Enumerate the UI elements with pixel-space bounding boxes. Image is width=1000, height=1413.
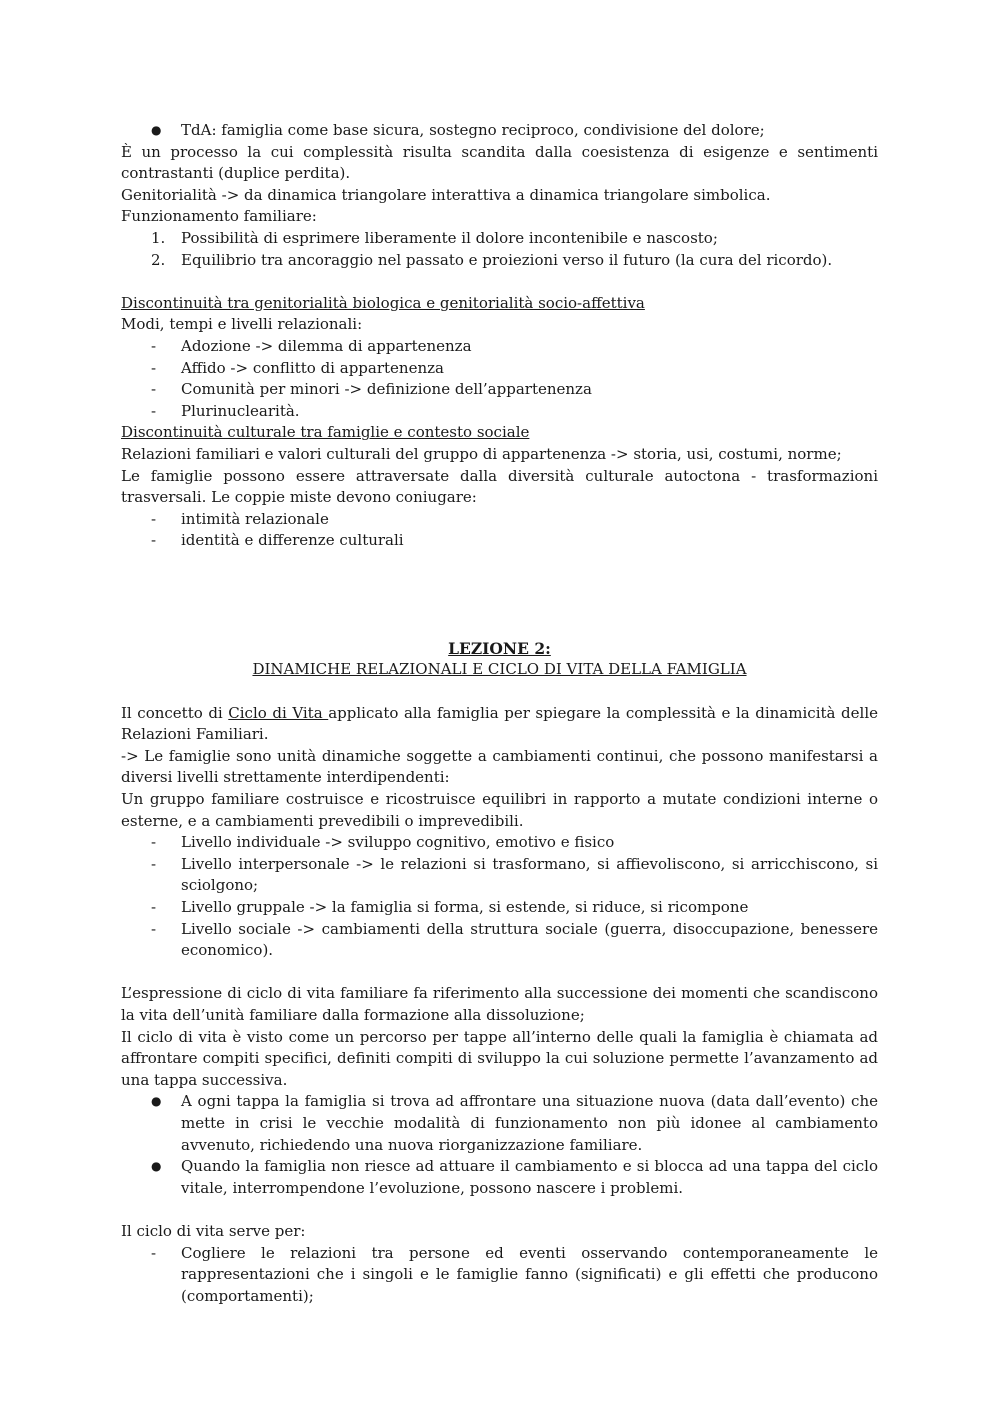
dash-marker: - bbox=[151, 509, 157, 528]
bullet-list-top bbox=[121, 120, 878, 142]
paragraph: Il ciclo di vita è visto come un percorso per tappe all’interno delle quali la famiglia è chiamata ad affrontare compiti specifici, definiti compiti di sviluppo la cui soluzione permette l’avanzamento ad una tappa successiva. bbox=[121, 1027, 878, 1089]
list-item: ● A ogni tappa la famiglia si trova ad affrontare una situazione nuova (data dall’evento) che mette in crisi le vecchie modalità di funzionamento non più idonee al cambiamento avvenuto, richiedendo una nuova riorganizzazione familiare. bbox=[151, 1092, 878, 1154]
list-item: ● TdA: famiglia come base sicura, sostegno reciproco, condivisione del dolore; bbox=[121, 120, 878, 142]
paragraph: Il concetto di Ciclo di Vita applicato alla famiglia per spiegare la complessità e la dinamicità delle Relazioni Familiari. bbox=[121, 703, 878, 744]
dash-marker: - bbox=[151, 854, 157, 873]
bullet-marker: ● bbox=[151, 1159, 162, 1174]
bullet-marker: ● bbox=[151, 1094, 162, 1109]
paragraph: Funzionamento familiare: bbox=[121, 207, 317, 226]
lesson-title-block bbox=[121, 638, 878, 681]
bullet-marker: ● bbox=[151, 123, 162, 137]
dash-marker: - bbox=[151, 833, 157, 852]
dash-marker: - bbox=[151, 401, 157, 420]
number-marker: 2. bbox=[151, 250, 166, 269]
list-item: 1. Possibilità di esprimere liberamente il dolore incontenibile e nascosto; bbox=[121, 228, 878, 250]
dash-marker: - bbox=[151, 380, 157, 399]
dash-marker: - bbox=[151, 919, 157, 938]
list-item: - Cogliere le relazioni tra persone ed eventi osservando contemporaneamente le rappresentazioni che i singoli e le famiglie fanno (significati) e gli effetti che producono (comportamenti); bbox=[151, 1243, 878, 1305]
lesson-title: LEZIONE 2: bbox=[448, 638, 551, 658]
dash-list bbox=[121, 336, 878, 422]
list-item: - Comunità per minori -> definizione dell’appartenenza bbox=[121, 379, 878, 401]
paragraph: L’espressione di ciclo di vita familiare fa riferimento alla successione dei momenti che scandiscono la vita dell’unità familiare dalla formazione alla dissoluzione; bbox=[121, 984, 878, 1024]
paragraph: Relazioni familiari e valori culturali del gruppo di appartenenza -> storia, usi, costumi, norme; bbox=[121, 444, 842, 463]
paragraph: Modi, tempi e livelli relazionali: bbox=[121, 315, 363, 334]
list-item: - Livello sociale -> cambiamenti della struttura sociale (guerra, disoccupazione, benessere economico). bbox=[151, 919, 878, 960]
list-item: - Livello individuale -> sviluppo cognitivo, emotivo e fisico bbox=[121, 832, 878, 854]
term-ciclo-di-vita: Ciclo di Vita bbox=[228, 703, 329, 722]
number-marker: 1. bbox=[151, 228, 166, 247]
dash-marker: - bbox=[151, 358, 157, 377]
paragraph: È un processo la cui complessità risulta scandita dalla coesistenza di esigenze e sentimenti contrastanti (duplice perdita). bbox=[121, 142, 878, 183]
dash-list bbox=[121, 1243, 878, 1308]
dash-marker: - bbox=[151, 1243, 157, 1262]
section-heading: Discontinuità culturale tra famiglie e contesto sociale bbox=[121, 423, 530, 442]
dash-list bbox=[121, 509, 878, 552]
numbered-list bbox=[121, 228, 878, 271]
list-item: - Affido -> conflitto di appartenenza bbox=[121, 358, 878, 380]
section-heading: Discontinuità tra genitorialità biologica e genitorialità socio-affettiva bbox=[121, 293, 645, 312]
list-item: - Adozione -> dilemma di appartenenza bbox=[121, 336, 878, 358]
list-item: 2. Equilibrio tra ancoraggio nel passato e proiezioni verso il futuro (la cura del ricordo). bbox=[121, 250, 878, 272]
list-item: - Livello gruppale -> la famiglia si forma, si estende, si riduce, si ricompone bbox=[121, 897, 878, 919]
dash-list bbox=[121, 832, 878, 962]
paragraph: Le famiglie possono essere attraversate dalla diversità culturale autoctona - trasformazioni trasversali. Le coppie miste devono coniugare: bbox=[121, 466, 878, 507]
list-item: - Plurinuclearità. bbox=[121, 401, 878, 423]
paragraph: Genitorialità -> da dinamica triangolare interattiva a dinamica triangolare simbolica. bbox=[121, 185, 771, 204]
bullet-list bbox=[121, 1091, 878, 1199]
list-item: - identità e differenze culturali bbox=[121, 530, 878, 552]
dash-marker: - bbox=[151, 336, 157, 355]
paragraph: -> Le famiglie sono unità dinamiche soggette a cambiamenti continui, che possono manifestarsi a diversi livelli strettamente interdipendenti: bbox=[121, 746, 878, 787]
list-item: ● Quando la famiglia non riesce ad attuare il cambiamento e si blocca ad una tappa del ciclo vitale, interrompendone l’evoluzione, possono nascere i problemi. bbox=[151, 1157, 878, 1197]
paragraph: Il ciclo di vita serve per: bbox=[121, 1221, 306, 1240]
dash-marker: - bbox=[151, 531, 157, 550]
paragraph: Un gruppo familiare costruisce e ricostruisce equilibri in rapporto a mutate condizioni interne o esterne, e a cambiamenti prevedibili o imprevedibili. bbox=[121, 790, 878, 830]
lesson-subtitle: DINAMICHE RELAZIONALI E CICLO DI VITA DELLA FAMIGLIA bbox=[252, 660, 747, 679]
dash-marker: - bbox=[151, 898, 157, 916]
list-item: - intimità relazionale bbox=[121, 509, 878, 531]
list-item: - Livello interpersonale -> le relazioni si trasformano, si affievoliscono, si arricchiscono, si sciolgono; bbox=[151, 854, 878, 895]
